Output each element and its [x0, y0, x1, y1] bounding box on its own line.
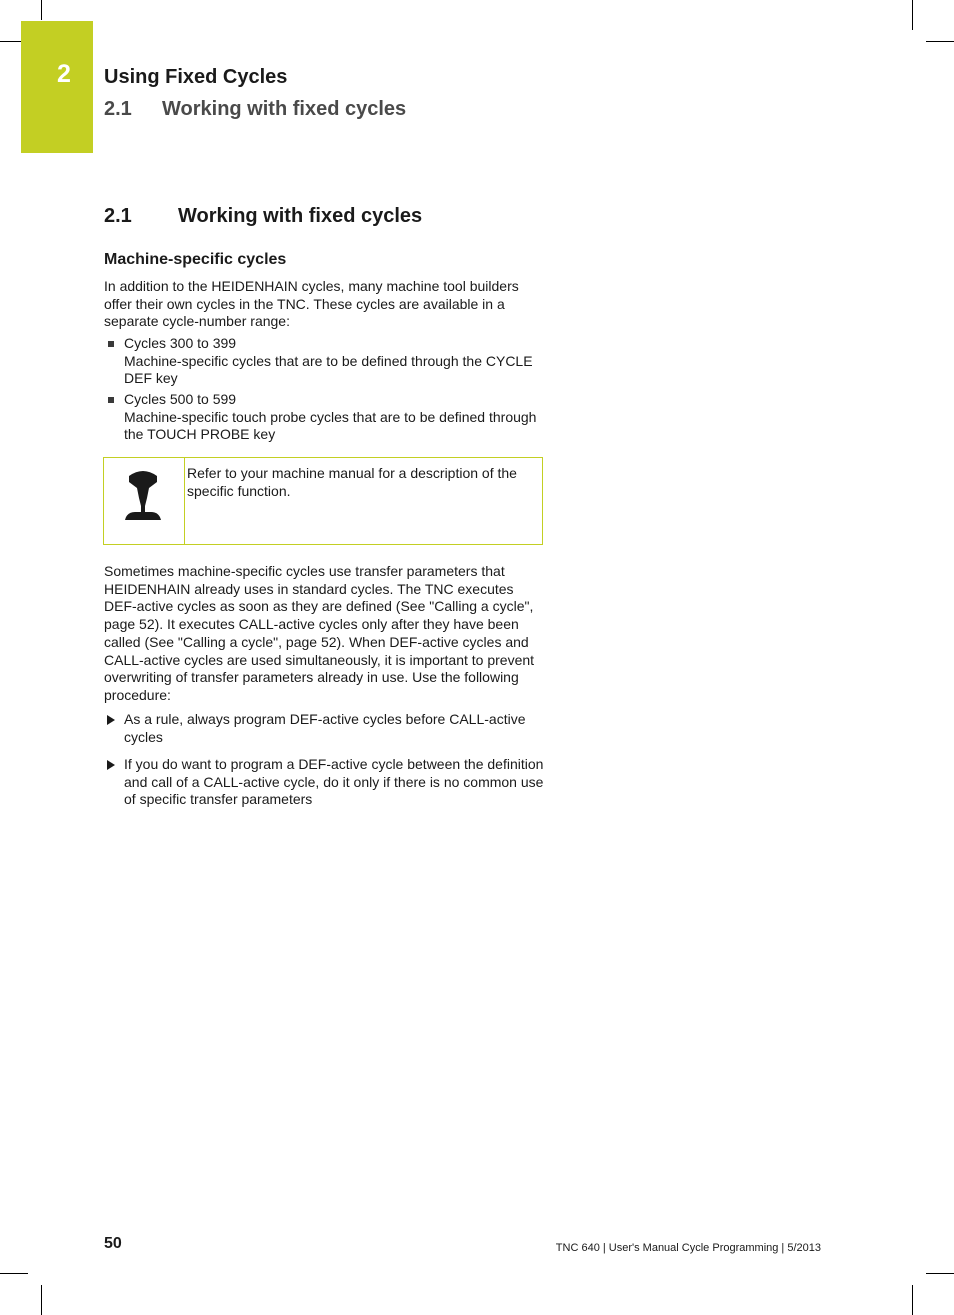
crop-mark: [926, 1273, 954, 1274]
list-item: [124, 335, 544, 388]
running-chapter-title: Using Fixed Cycles: [104, 66, 288, 88]
crop-mark: [926, 41, 954, 42]
note-box: [103, 457, 543, 545]
procedure-step: As a rule, always program DEF-active cycles before CALL-active cycles: [124, 711, 526, 745]
crop-mark: [41, 1285, 42, 1315]
note-text: Refer to your machine manual for a description of the specific function.: [187, 465, 517, 499]
list-item: [124, 391, 544, 444]
note-divider: [184, 458, 185, 544]
machine-spindle-icon: [123, 468, 163, 524]
square-bullet-icon: [108, 397, 114, 403]
section-heading: [104, 205, 422, 228]
body-paragraph: Sometimes machine-specific cycles use transfer parameters that HEIDENHAIN already uses in standard cycles. The TNC executes DEF-active cycles as soon as they are defined (See "Calling a cycle", page 52). It executes CALL-active cycles only after they have been called (See "Calling a cycle", page 52). When DEF-active cycles and CALL-active cycles are used simultaneously, it is important to prevent overwriting of transfer parameters already in use. Use the following procedure:: [104, 563, 535, 703]
footer-text: TNC 640 | User's Manual Cycle Programming | 5/2013: [555, 1242, 821, 1254]
crop-mark: [912, 1285, 913, 1315]
list-item-title: Cycles 500 to 599: [124, 391, 237, 407]
subsection-heading: Machine-specific cycles: [104, 251, 287, 268]
triangle-bullet-icon: [107, 715, 115, 725]
running-section-number: 2.1: [104, 98, 132, 120]
list-item-text: Machine-specific touch probe cycles that are to be defined through the TOUCH PROBE key: [124, 408, 537, 443]
square-bullet-icon: [108, 341, 114, 347]
triangle-bullet-icon: [107, 760, 115, 770]
running-section-title: [104, 98, 406, 121]
running-section-text: Working with fixed cycles: [162, 98, 407, 120]
section-title: Working with fixed cycles: [178, 205, 423, 227]
intro-paragraph: In addition to the HEIDENHAIN cycles, many machine tool builders offer their own cycles in the TNC. These cycles are available in a separate cycle-number range:: [104, 278, 519, 330]
crop-mark: [912, 0, 913, 30]
list-item-text: Machine-specific cycles that are to be defined through the CYCLE DEF key: [124, 352, 533, 387]
chapter-number: 2: [57, 60, 71, 88]
crop-mark: [41, 0, 42, 20]
crop-mark: [0, 1273, 28, 1274]
list-item-title: Cycles 300 to 399: [124, 335, 237, 351]
procedure-step: If you do want to program a DEF-active cycle between the definition and call of a CALL-active cycle, do it only if there is no common use of specific transfer parameters: [124, 756, 544, 808]
section-number: 2.1: [104, 205, 132, 227]
crop-mark: [0, 41, 22, 42]
page-number: 50: [104, 1235, 122, 1252]
